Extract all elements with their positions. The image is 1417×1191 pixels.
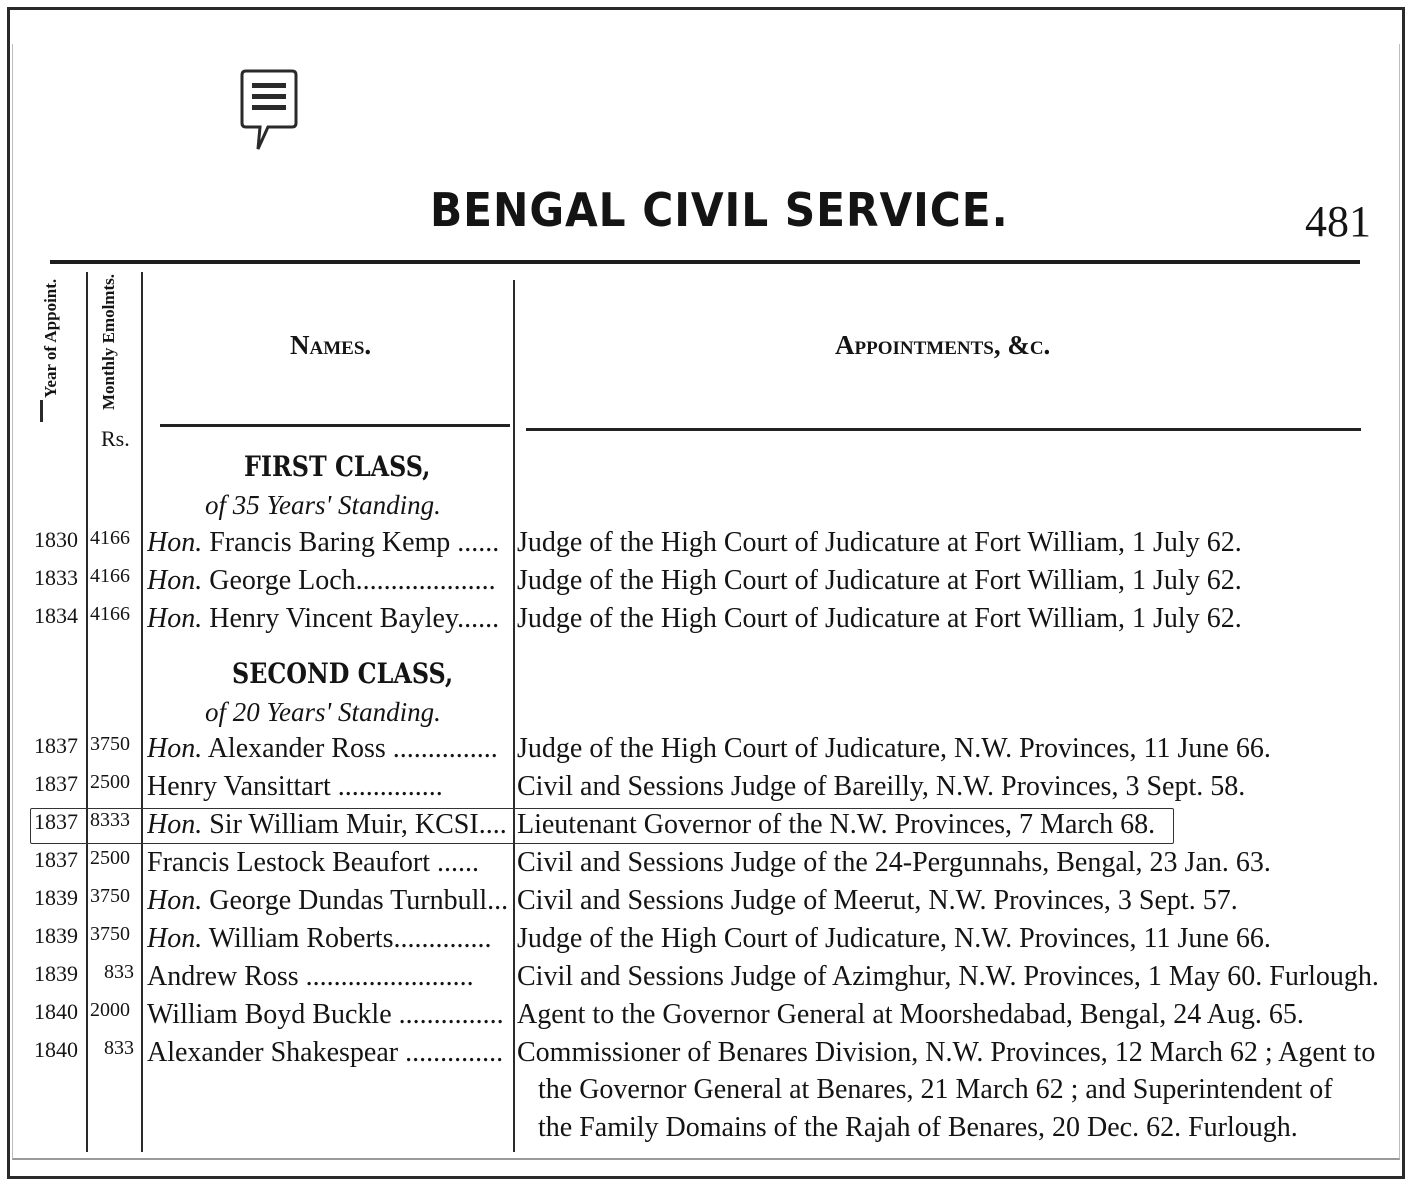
person-name: Henry Vansittart ............... (147, 771, 443, 802)
appointment-cell: Judge of the High Court of Judicature, N.W. Provinces, 11 June 66. (517, 733, 1271, 764)
emoluments-cell: 2500 (90, 847, 130, 869)
year-cell: 1840 (34, 999, 78, 1024)
page-number: 481 (1305, 197, 1371, 246)
year-cell: 1830 (34, 527, 78, 552)
year-cell: 1840 (34, 1037, 78, 1062)
appointments-header: Appointments, &c. (835, 330, 1051, 360)
name-cell (147, 565, 512, 597)
name-cell (147, 809, 512, 841)
table-row (0, 733, 1417, 771)
person-name: Francis Baring Kemp ...... (202, 527, 500, 558)
emoluments-cell: 2500 (90, 771, 130, 793)
person-name: William Roberts.............. (202, 923, 492, 954)
table-row (0, 527, 1417, 565)
name-cell (147, 527, 512, 559)
name-cell (147, 961, 512, 993)
emoluments-cell: 4166 (90, 603, 130, 625)
name-cell (147, 733, 512, 765)
year-header-mark (40, 400, 43, 422)
person-name: Henry Vincent Bayley...... (202, 603, 500, 634)
year-cell: 1833 (34, 565, 78, 590)
appointment-cell: Civil and Sessions Judge of the 24-Pergunnahs, Bengal, 23 Jan. 63. (517, 847, 1271, 878)
appointment-cell: Civil and Sessions Judge of Meerut, N.W. Provinces, 3 Sept. 57. (517, 885, 1238, 916)
person-name: Sir William Muir, KCSI.... (202, 809, 507, 840)
names-header: Names. (290, 330, 372, 360)
person-name: Alexander Ross ............... (202, 733, 498, 764)
year-cell: 1837 (34, 733, 78, 758)
names-header-rule (160, 424, 510, 427)
continuation-line: the Governor General at Benares, 21 March 62 ; and Superintendent of (538, 1074, 1333, 1105)
appointments-header-rule (526, 428, 1361, 431)
second-class-subtitle: of 20 Years' Standing. (205, 697, 441, 727)
person-name: William Boyd Buckle ............... (147, 999, 504, 1030)
person-name: Andrew Ross ........................ (147, 961, 474, 992)
second-class-title: SECOND CLASS, (232, 657, 454, 690)
appointment-cell: Judge of the High Court of Judicature, N.W. Provinces, 11 June 66. (517, 923, 1271, 954)
table-row (0, 565, 1417, 603)
honorific: Hon. (147, 565, 203, 596)
appointment-cell: Judge of the High Court of Judicature at Fort William, 1 July 62. (517, 603, 1242, 634)
first-class-title: FIRST CLASS, (244, 450, 431, 483)
honorific: Hon. (147, 527, 203, 558)
table-row (0, 771, 1417, 809)
year-cell: 1839 (34, 885, 78, 910)
honorific: Hon. (147, 809, 203, 840)
appointment-cell: Commissioner of Benares Division, N.W. Provinces, 12 March 62 ; Agent to (517, 1037, 1376, 1068)
emoluments-cell: 3750 (90, 733, 130, 755)
appointment-cell: Judge of the High Court of Judicature at Fort William, 1 July 62. (517, 527, 1242, 558)
emoluments-cell: 833 (104, 1037, 134, 1059)
table-row (0, 809, 1417, 847)
emoluments-cell: 4166 (90, 565, 130, 587)
year-cell: 1837 (34, 809, 78, 834)
table-row (0, 885, 1417, 923)
honorific: Hon. (147, 923, 203, 954)
table-row (0, 603, 1417, 641)
person-name: Francis Lestock Beaufort ...... (147, 847, 480, 878)
table-row (0, 847, 1417, 885)
table-row (0, 999, 1417, 1037)
emoluments-cell: 8333 (90, 809, 130, 831)
continuation-line: the Family Domains of the Rajah of Benares, 20 Dec. 62. Furlough. (538, 1112, 1298, 1143)
name-cell (147, 999, 512, 1031)
honorific: Hon. (147, 603, 203, 634)
emoluments-cell: 3750 (90, 923, 130, 945)
year-cell: 1839 (34, 961, 78, 986)
name-cell (147, 923, 512, 955)
name-cell (147, 885, 512, 917)
person-name: George Loch.................... (202, 565, 496, 596)
first-class-subtitle: of 35 Years' Standing. (205, 490, 441, 520)
year-cell: 1839 (34, 923, 78, 948)
honorific: Hon. (147, 733, 203, 764)
table-row (0, 923, 1417, 961)
comment-icon[interactable] (240, 67, 298, 153)
year-cell: 1834 (34, 603, 78, 628)
rs-label: Rs. (101, 426, 130, 451)
top-rule (50, 260, 1360, 264)
person-name: George Dundas Turnbull... (202, 885, 509, 916)
appointment-cell: Civil and Sessions Judge of Bareilly, N.W. Provinces, 3 Sept. 58. (517, 771, 1246, 802)
emoluments-cell: 2000 (90, 999, 130, 1021)
name-cell (147, 771, 512, 803)
appointment-cell: Lieutenant Governor of the N.W. Provinces, 7 March 68. (517, 809, 1156, 840)
emoluments-cell: 4166 (90, 527, 130, 549)
name-cell (147, 847, 512, 879)
name-cell (147, 1037, 512, 1069)
table-row (0, 961, 1417, 999)
appointment-cell: Agent to the Governor General at Moorshedabad, Bengal, 24 Aug. 65. (517, 999, 1304, 1030)
name-cell (147, 603, 512, 635)
monthly-emolmts-header: Monthly Emolmts. (99, 274, 118, 410)
year-cell: 1837 (34, 771, 78, 796)
table-row (0, 1037, 1417, 1075)
year-of-appoint-header: Year of Appoint. (41, 278, 60, 398)
honorific: Hon. (147, 885, 203, 916)
appointment-cell: Civil and Sessions Judge of Azimghur, N.W. Provinces, 1 May 60. Furlough. (517, 961, 1379, 992)
emoluments-cell: 3750 (90, 885, 130, 907)
emoluments-cell: 833 (104, 961, 134, 983)
person-name: Alexander Shakespear .............. (147, 1037, 504, 1068)
appointment-cell: Judge of the High Court of Judicature at Fort William, 1 July 62. (517, 565, 1242, 596)
page-title: BENGAL CIVIL SERVICE. (430, 183, 1009, 237)
year-cell: 1837 (34, 847, 78, 872)
